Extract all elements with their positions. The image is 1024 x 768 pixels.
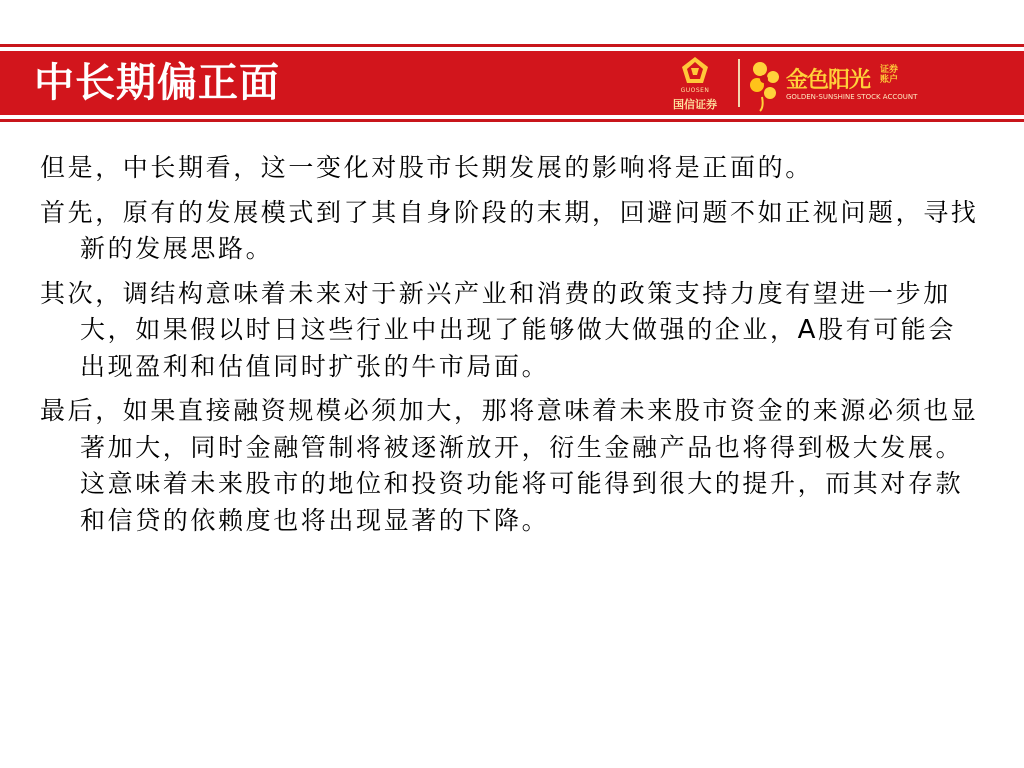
sunflower-logo-icon bbox=[744, 53, 786, 113]
logo-divider bbox=[738, 59, 740, 107]
paragraph-second-part-2: 股有可能会出现盈利和估值同时扩张的牛市局面。 bbox=[80, 315, 957, 381]
paragraph-last: 最后，如果直接融资规模必须加大，那将意味着未来股市资金的来源必须也显著加大，同时金融管制将被逐渐放开，衍生金融产品也将得到极大发展。这意味着未来股市的地位和投资功能将可能得到很大的提升，而其对存款和信贷的依赖度也将出现显著的下降。 bbox=[40, 396, 979, 535]
guosen-logo-en: GUOSEN bbox=[680, 87, 710, 94]
slide-title: 中长期偏正面 bbox=[34, 60, 280, 106]
golden-sunshine-logo-suffix: 证券账户 bbox=[880, 65, 899, 85]
header-bottom-rule bbox=[0, 119, 1024, 122]
paragraph-first: 首先，原有的发展模式到了其自身阶段的末期，回避问题不如正视问题，寻找新的发展思路。 bbox=[40, 197, 979, 263]
golden-sunshine-logo-cn: 金色阳光 bbox=[786, 68, 871, 93]
header-top-rule bbox=[0, 44, 1024, 47]
guosen-logo-cn: 国信证券 bbox=[673, 98, 717, 111]
slide-body bbox=[40, 150, 980, 547]
paragraph-overall: 但是，中长期看，这一变化对股市长期发展的影响将是正面的。 bbox=[40, 153, 813, 182]
golden-sunshine-logo-en: GOLDEN-SUNSHINE STOCK ACCOUNT bbox=[786, 93, 918, 101]
header-band bbox=[0, 44, 1024, 122]
paragraph-second-part-1: 其次，调结构意味着未来对于新兴产业和消费的政策支持力度有望进一步加大，如果假以时日这些行业中出现了能够做大做强的企业， bbox=[40, 278, 951, 344]
brand-logos bbox=[664, 53, 918, 113]
paragraph-second-a-share: A bbox=[797, 315, 818, 345]
paragraph-second bbox=[40, 276, 980, 386]
